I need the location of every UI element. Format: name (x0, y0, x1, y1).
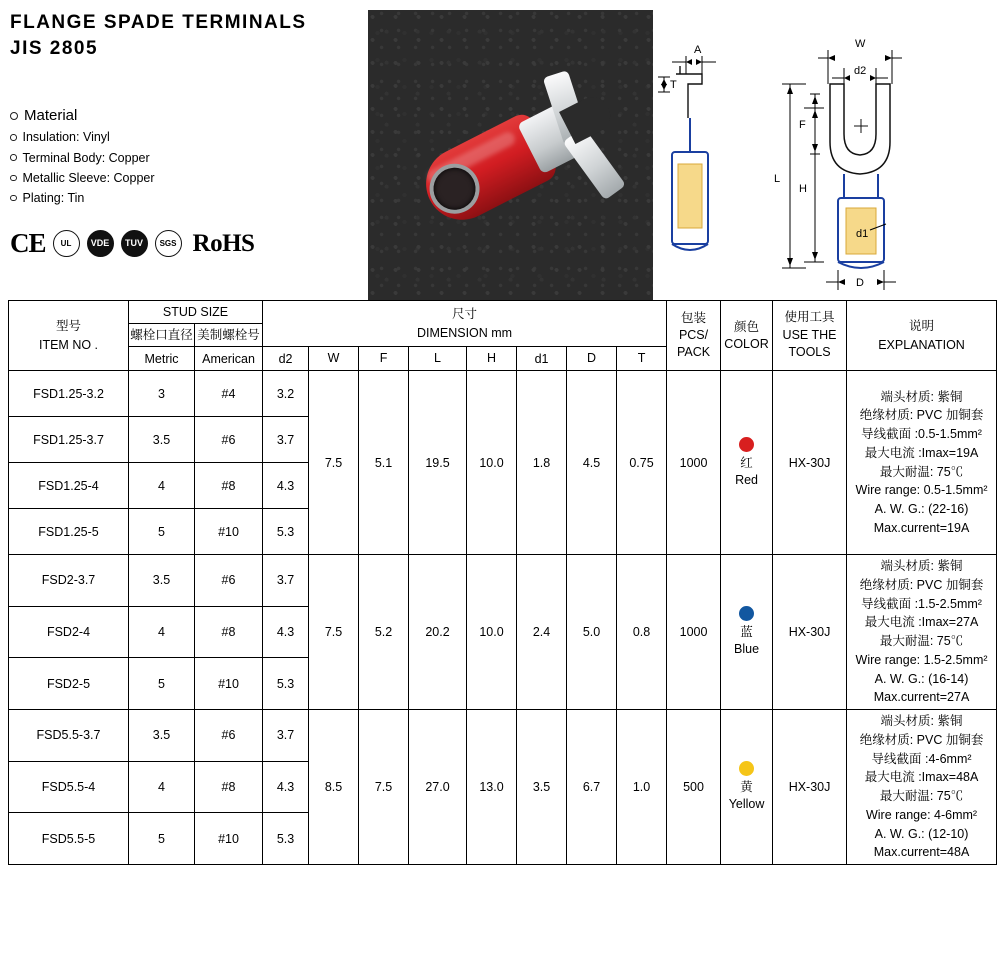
rohs-mark-icon: RoHS (192, 229, 255, 257)
material-heading-label: Material (24, 107, 78, 125)
explanation-line: 最大耐温: 75℃ (879, 464, 964, 479)
cell-h: 10.0 (467, 555, 517, 710)
page-subtitle: JIS 2805 (10, 37, 99, 59)
cell-metric: 5 (129, 658, 195, 710)
header-color (721, 301, 773, 371)
cell-d1: 3.5 (517, 710, 567, 865)
explanation-line: 最大耐温: 75℃ (879, 634, 964, 648)
material-item-label: Metallic Sleeve: Copper (22, 170, 155, 185)
label-L: L (774, 173, 781, 185)
tuv-mark-icon: TUV (121, 230, 148, 257)
cell-metric: 5 (129, 813, 195, 865)
color-label-en: Yellow (728, 797, 765, 811)
cell-h: 13.0 (467, 710, 517, 865)
specification-table-wrap (0, 300, 1000, 865)
explanation-line: 最大电流 :Imax=27A (864, 615, 979, 630)
header-item-no-en: ITEM NO . (38, 337, 99, 352)
explanation-line: 端头材质: 紫铜 (880, 389, 963, 404)
material-item-label: Plating: Tin (22, 191, 85, 206)
cell-metric: 4 (129, 761, 195, 813)
cell-pack: 1000 (667, 555, 721, 710)
cell-model: FSD2-4 (9, 606, 129, 658)
ul-mark-icon: UL (53, 230, 80, 257)
cell-d2: 5.3 (263, 658, 309, 710)
label-H: H (799, 183, 807, 195)
cell-metric: 3.5 (129, 555, 195, 607)
label-d2: d2 (854, 65, 867, 77)
cell-w: 7.5 (309, 555, 359, 710)
cell-metric: 3.5 (129, 710, 195, 762)
header-stud-american-cn: 美制螺栓号 (195, 324, 263, 347)
label-D: D (856, 277, 864, 289)
cell-explanation (847, 371, 997, 555)
color-swatch-red (739, 437, 754, 452)
cell-american: #8 (195, 761, 263, 813)
cell-model: FSD1.25-5 (9, 509, 129, 555)
explanation-line: A. W. G.: (22-16) (874, 502, 969, 516)
sgs-mark-icon: SGS (155, 230, 182, 257)
table-row (9, 371, 997, 417)
cell-f: 7.5 (359, 710, 409, 865)
label-A: A (694, 44, 702, 56)
header-tools-en2: TOOLS (788, 345, 831, 360)
table-row (9, 710, 997, 762)
cell-explanation (847, 555, 997, 710)
certification-logos (10, 228, 368, 259)
color-label-cn: 黄 (740, 780, 753, 795)
header-d1: d1 (517, 347, 567, 371)
cell-metric: 4 (129, 463, 195, 509)
header-t: T (617, 347, 667, 371)
cell-d1: 1.8 (517, 371, 567, 555)
top-section (0, 0, 1000, 300)
explanation-line: A. W. G.: (16-14) (874, 671, 969, 686)
cell-american: #8 (195, 463, 263, 509)
header-l: L (409, 347, 467, 371)
cell-american: #6 (195, 417, 263, 463)
cell-tools: HX-30J (773, 710, 847, 865)
cell-model: FSD5.5-3.7 (9, 710, 129, 762)
cell-l: 19.5 (409, 371, 467, 555)
color-label-cn: 红 (740, 455, 753, 470)
cell-h: 10.0 (467, 371, 517, 555)
material-item-label: Terminal Body: Copper (22, 150, 150, 165)
header-dimension (263, 301, 667, 347)
header-explanation-en: EXPLANATION (878, 337, 965, 352)
header-color-cn: 颜色 (734, 319, 760, 334)
cell-d2: 3.2 (263, 371, 309, 417)
explanation-line: 最大耐温: 75℃ (879, 789, 964, 803)
color-swatch-blue (739, 606, 754, 621)
bullet-icon (10, 134, 17, 141)
header-row-1 (9, 301, 997, 324)
cell-model: FSD1.25-4 (9, 463, 129, 509)
material-block (10, 107, 368, 208)
header-dimension-en: DIMENSION mm (416, 325, 513, 340)
header-tools-en1: USE THE (782, 327, 837, 342)
header-item-no-cn: 型号 (55, 318, 81, 333)
explanation-line: Max.current=27A (873, 690, 970, 705)
color-swatch-yellow (739, 761, 754, 776)
cell-explanation (847, 710, 997, 865)
explanation-line: 绝缘材质: PVC 加铜套 (859, 577, 984, 592)
label-T: T (670, 79, 677, 91)
table-row (9, 555, 997, 607)
explanation-line: Max.current=19A (873, 520, 970, 535)
material-item (10, 168, 368, 188)
cell-american: #10 (195, 658, 263, 710)
cell-metric: 4 (129, 606, 195, 658)
engineering-drawing (658, 4, 1000, 300)
product-photo (368, 10, 653, 300)
header-explanation (847, 301, 997, 371)
label-F: F (799, 119, 806, 131)
color-label-cn: 蓝 (740, 625, 753, 640)
bullet-icon (10, 154, 17, 161)
material-item (10, 148, 368, 168)
header-item-no (9, 301, 129, 371)
explanation-line: Wire range: 1.5-2.5mm² (855, 652, 988, 667)
explanation-line: 最大电流 :Imax=48A (864, 770, 979, 785)
header-stud-size (129, 301, 263, 324)
cell-tools: HX-30J (773, 555, 847, 710)
specification-table (8, 300, 997, 865)
cell-d: 6.7 (567, 710, 617, 865)
cell-american: #8 (195, 606, 263, 658)
cell-d1: 2.4 (517, 555, 567, 710)
product-photo-wrap (368, 4, 658, 300)
cell-d2: 5.3 (263, 509, 309, 555)
table-header (9, 301, 997, 371)
header-dimension-cn: 尺寸 (452, 306, 478, 321)
bullet-icon (10, 175, 17, 182)
cell-tools: HX-30J (773, 371, 847, 555)
header-stud-metric-cn: 螺栓口直径 (129, 324, 195, 347)
cell-model: FSD2-5 (9, 658, 129, 710)
cell-american: #4 (195, 371, 263, 417)
explanation-line: 导线截面 :0.5-1.5mm² (861, 427, 982, 441)
explanation-line: 端头材质: 紫铜 (880, 559, 963, 573)
explanation-line: 最大电流 :Imax=19A (864, 445, 979, 460)
header-metric: Metric (129, 347, 195, 371)
header-h: H (467, 347, 517, 371)
explanation-line: Wire range: 0.5-1.5mm² (855, 483, 988, 498)
material-item-label: Insulation: Vinyl (22, 130, 110, 145)
cell-d2: 3.7 (263, 417, 309, 463)
cell-pack: 1000 (667, 371, 721, 555)
header-d2: d2 (263, 347, 309, 371)
explanation-line: 导线截面 :1.5-2.5mm² (861, 596, 982, 611)
explanation-line: A. W. G.: (12-10) (874, 826, 969, 841)
bullet-icon (10, 195, 17, 202)
spade-terminal-illustration (389, 29, 647, 276)
cell-metric: 3 (129, 371, 195, 417)
cell-d2: 4.3 (263, 463, 309, 509)
cell-american: #6 (195, 555, 263, 607)
cell-metric: 5 (129, 509, 195, 555)
explanation-line: Wire range: 4-6mm² (865, 807, 978, 822)
header-pack-en1: PCS/ (678, 328, 709, 343)
header-pack-en2: PACK (676, 344, 711, 359)
header-color-en: COLOR (724, 336, 769, 351)
explanation-line: 端头材质: 紫铜 (880, 714, 963, 728)
cell-color (721, 371, 773, 555)
cell-color (721, 710, 773, 865)
cell-l: 27.0 (409, 710, 467, 865)
color-label-en: Red (735, 472, 758, 487)
cell-model: FSD1.25-3.2 (9, 371, 129, 417)
cell-t: 0.75 (617, 371, 667, 555)
cell-d2: 5.3 (263, 813, 309, 865)
cell-f: 5.1 (359, 371, 409, 555)
cell-t: 0.8 (617, 555, 667, 710)
table-body (9, 371, 997, 865)
product-info-panel (0, 4, 368, 300)
explanation-line: 导线截面 :4-6mm² (871, 751, 972, 766)
cell-d: 5.0 (567, 555, 617, 710)
cell-pack: 500 (667, 710, 721, 865)
header-american: American (195, 347, 263, 371)
cell-model: FSD1.25-3.7 (9, 417, 129, 463)
label-W: W (855, 38, 866, 50)
cell-d2: 3.7 (263, 710, 309, 762)
color-label-en: Blue (734, 642, 760, 656)
header-pack (667, 301, 721, 371)
explanation-line: Max.current=48A (873, 845, 970, 860)
cell-color (721, 555, 773, 710)
cell-american: #6 (195, 710, 263, 762)
cell-d2: 3.7 (263, 555, 309, 607)
label-d1: d1 (856, 228, 869, 240)
cell-w: 8.5 (309, 710, 359, 865)
cell-d2: 4.3 (263, 606, 309, 658)
cell-american: #10 (195, 509, 263, 555)
header-explanation-cn: 说明 (909, 318, 935, 333)
header-w: W (309, 347, 359, 371)
cell-d2: 4.3 (263, 761, 309, 813)
material-item (10, 188, 368, 208)
cell-model: FSD5.5-4 (9, 761, 129, 813)
cell-f: 5.2 (359, 555, 409, 710)
cell-d: 4.5 (567, 371, 617, 555)
header-stud-size-en: STUD SIZE (162, 305, 229, 319)
explanation-line: 绝缘材质: PVC 加铜套 (859, 408, 984, 423)
cell-model: FSD2-3.7 (9, 555, 129, 607)
header-pack-cn: 包装 (681, 311, 707, 326)
page-title: FLANGE SPADE TERMINALS (10, 12, 307, 33)
cell-w: 7.5 (309, 371, 359, 555)
explanation-line: 绝缘材质: PVC 加铜套 (859, 732, 984, 747)
cell-model: FSD5.5-5 (9, 813, 129, 865)
header-tools-cn: 使用工具 (784, 310, 835, 325)
cell-american: #10 (195, 813, 263, 865)
cell-t: 1.0 (617, 710, 667, 865)
cell-metric: 3.5 (129, 417, 195, 463)
header-f: F (359, 347, 409, 371)
ce-mark-icon: CE (10, 228, 46, 259)
bullet-icon (10, 112, 18, 120)
material-item (10, 127, 368, 147)
header-tools (773, 301, 847, 371)
material-heading (10, 107, 368, 124)
vde-mark-icon: VDE (87, 230, 114, 257)
cell-l: 20.2 (409, 555, 467, 710)
dimension-diagram (658, 22, 988, 302)
header-d: D (567, 347, 617, 371)
